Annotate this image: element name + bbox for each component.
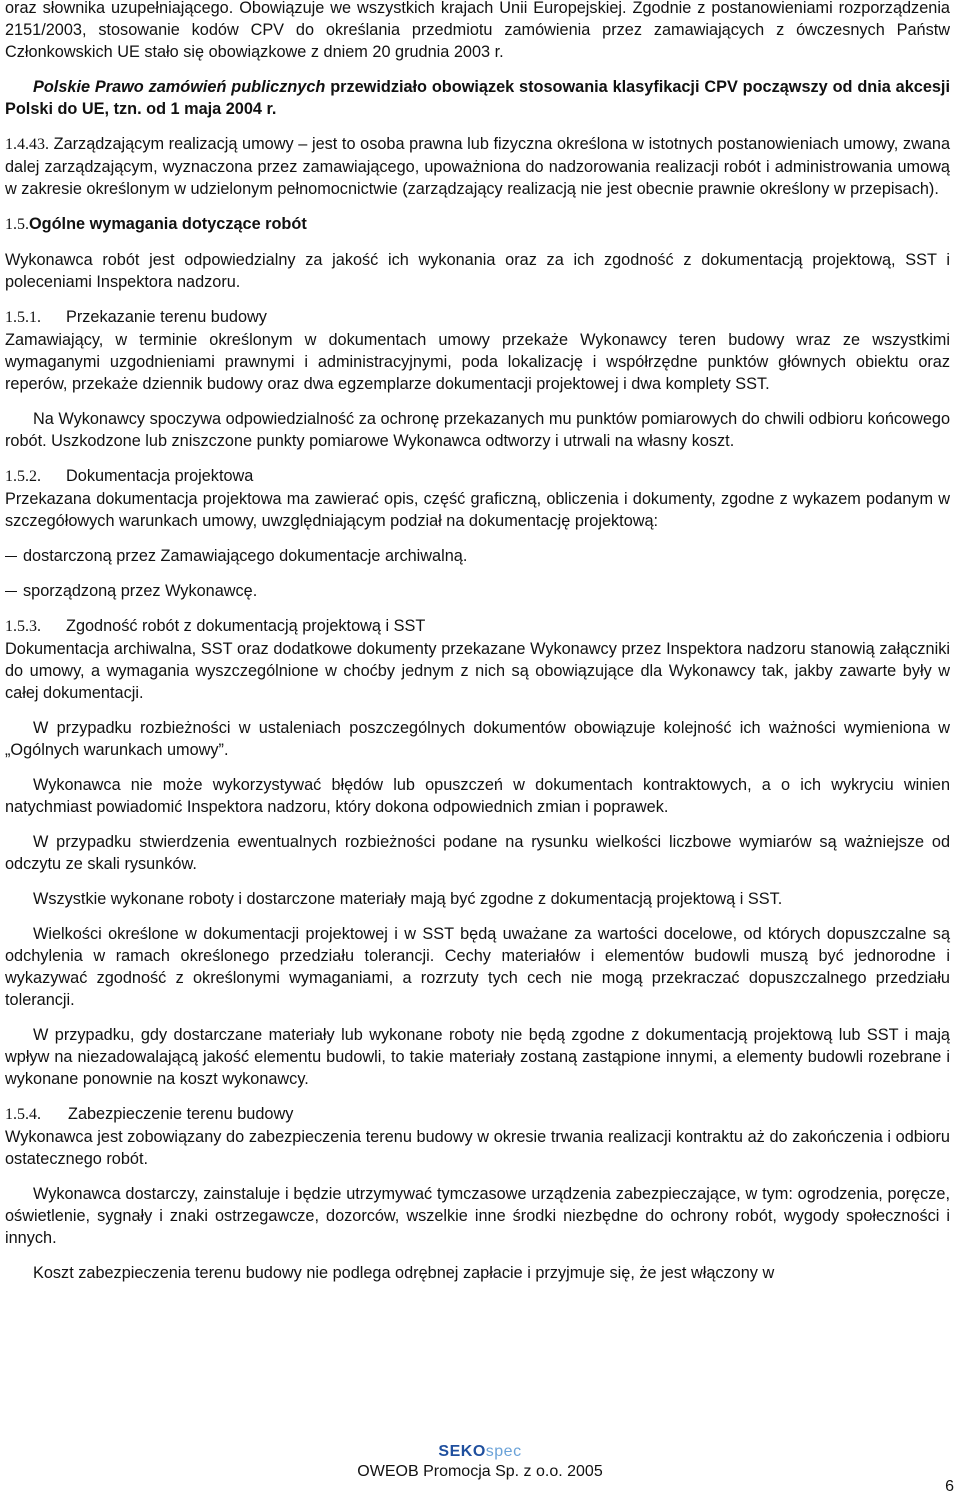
heading-1-5-3	[5, 615, 950, 638]
heading-1-5-4	[5, 1103, 950, 1126]
paragraph-1-5-3-b: W przypadku rozbieżności w ustaleniach poszczególnych dokumentów obowiązuje kolejność ich ważności wymieniona w „Ogólnych warunkach umowy”.	[5, 719, 950, 759]
page-number: 6	[945, 1478, 954, 1495]
document-page	[5, 0, 950, 1284]
paragraph-1-5-3-e: Wszystkie wykonane roboty i dostarczone materiały mają być zgodne z dokumentacją projektową i SST.	[33, 890, 783, 908]
definition-number: 1.4.43.	[5, 136, 49, 153]
section-title: Dokumentacja projektowa	[66, 467, 254, 485]
list-item: dostarczoną przez Zamawiającego dokumentacje archiwalną.	[5, 545, 950, 567]
paragraph-1-5: Wykonawca robót jest odpowiedzialny za jakość ich wykonania oraz za ich zgodność z dokumentacją projektową, SST i poleceniami Inspektora nadzoru.	[5, 251, 950, 291]
paragraph-1-5-3-c: Wykonawca nie może wykorzystywać błędów lub opuszczeń w dokumentach kontraktowych, a o ich wykryciu winien natychmiast powiadomić Inspektora nadzoru, który dokona odpowiednich zmian i poprawek.	[5, 776, 950, 816]
footer-company: OWEOB Promocja Sp. z o.o. 2005	[357, 1463, 603, 1480]
list-item: sporządzoną przez Wykonawcę.	[5, 580, 950, 602]
heading-1-5	[5, 213, 950, 236]
paragraph-1-5-1-b: Na Wykonawcy spoczywa odpowiedzialność za ochronę przekazanych mu punktów pomiarowych do chwili odbioru końcowego robót. Uszkodzone lub zniszczone punkty pomiarowe Wykonawca odtworzy i utrwali na własny koszt.	[5, 410, 950, 450]
law-title: Polskie Prawo zamówień publicznych	[33, 78, 326, 96]
paragraph-1-5-3-g: W przypadku, gdy dostarczane materiały lub wykonane roboty nie będą zgodne z dokumentacją projektową lub SST i mają wpływ na niezadowalającą jakość elementu budowli, to takie materiały zostaną zastąpione innymi, a elementy budowli rozebrane i wykonane ponownie na koszt wykonawcy.	[5, 1026, 950, 1088]
paragraph-1-5-1-a: Zamawiający, w terminie określonym w dokumentach umowy przekaże Wykonawcy teren budowy wraz ze wszystkimi wymaganymi uzgodnieniami prawnymi i administracyjnymi, poda lokalizację i współrzędne punktów głównych obiektu oraz reperów, przekaże dziennik budowy oraz dwa egzemplarze dokumentacji projektowej i dwa komplety SST.	[5, 331, 950, 393]
paragraph-1-5-2: Przekazana dokumentacja projektowa ma zawierać opis, część graficzną, obliczenia i dokumenty, zgodne z wykazem podanym w szczegółowych warunkach umowy, uwzględniającym podział na dokumentację projektową:	[5, 490, 950, 530]
paragraph-cpv-intro: oraz słownika uzupełniającego. Obowiązuje we wszystkich krajach Unii Europejskiej. Zgodnie z postanowieniami rozporządzenia 2151/2003, stosowanie kodów CPV do określania przedmiotu zamówienia przez zamawiających z ówczesnych Państw Członkowskich UE stało się obowiązkowe z dniem 20 grudnia 2003 r.	[5, 0, 950, 61]
section-title: Zabezpieczenie terenu budowy	[68, 1105, 294, 1123]
sekospec-logo: SEKOspec	[438, 1443, 522, 1460]
section-number: 1.5.2.	[5, 468, 41, 485]
section-number: 1.5.1.	[5, 309, 41, 326]
section-number: 1.5.3.	[5, 618, 41, 635]
paragraph-1-5-3-f: Wielkości określone w dokumentacji projektowej i w SST będą uważane za wartości docelowe, od których dopuszczalne są odchylenia w ramach określonego przedziału tolerancji. Cechy materiałów i elementów budowli muszą być jednorodne i wykazywać zgodność z określonymi wymaganiami, a rozrzuty tych cech nie mogą przekraczać dopuszczalnego przedziału tolerancji.	[5, 925, 950, 1009]
paragraph-1-5-3-d: W przypadku stwierdzenia ewentualnych rozbieżności podane na rysunku wielkości liczbowe wymiarów są ważniejsze od odczytu ze skali rysunków.	[5, 833, 950, 873]
section-title: Zgodność robót z dokumentacją projektową i SST	[66, 617, 426, 635]
paragraph-1-5-4-a: Wykonawca jest zobowiązany do zabezpieczenia terenu budowy w okresie trwania realizacji kontraktu aż do zakończenia i odbioru ostatecznego robót.	[5, 1128, 950, 1168]
definition-1-4-43: 1.4.43. Zarządzającym realizacją umowy – jest to osoba prawna lub fizyczna określona w istotnych postanowieniach umowy, zwana dalej zarządzającym, wyznaczona przez zamawiającego, upoważniona do nadzorowania realizacji robót i administrowania umową w zakresie określonym w udzielonym pełnomocnictwie (zarządzający realizacją nie jest obecnie prawnie określony w przepisach).	[5, 135, 950, 198]
page-footer	[0, 1443, 960, 1483]
section-title: Przekazanie terenu budowy	[66, 308, 267, 326]
paragraph-1-5-4-c: Koszt zabezpieczenia terenu budowy nie podlega odrębnej zapłacie i przyjmuje się, że jest włączony w	[33, 1264, 775, 1282]
section-title: Ogólne wymagania dotyczące robót	[29, 215, 307, 233]
paragraph-cpv-polish-law: Polskie Prawo zamówień publicznych przewidziało obowiązek stosowania klasyfikacji CPV począwszy od dnia akcesji Polski do UE, tzn. od 1 maja 2004 r.	[5, 78, 950, 118]
heading-1-5-1	[5, 306, 950, 329]
paragraph-1-5-3-a: Dokumentacja archiwalna, SST oraz dodatkowe dokumenty przekazane Wykonawcy przez Inspektora nadzoru stanowią załączniki do umowy, a wymagania wyszczególnione w choćby jednym z nich są obowiązujące dla Wykonawcy tak, jakby zawarte były w całej dokumentacji.	[5, 640, 950, 702]
heading-1-5-2	[5, 465, 950, 488]
section-number: 1.5.4.	[5, 1106, 41, 1123]
paragraph-1-5-4-b: Wykonawca dostarczy, zainstaluje i będzie utrzymywać tymczasowe urządzenia zabezpieczające, w tym: ogrodzenia, poręcze, oświetlenie, sygnały i znaki ostrzegawcze, dozorców, wszelkie inne środki niezbędne do ochrony robót, wygody społeczności i innych.	[5, 1185, 950, 1247]
section-number: 1.5.	[5, 216, 29, 233]
